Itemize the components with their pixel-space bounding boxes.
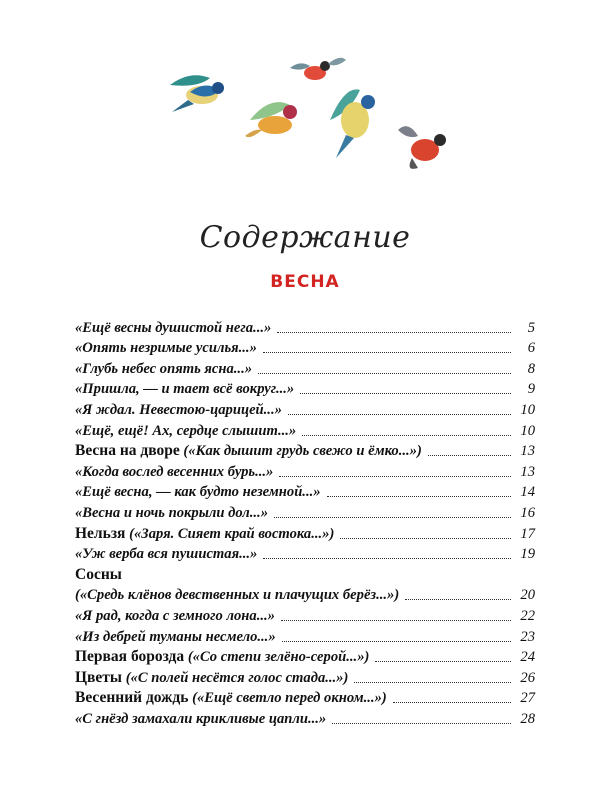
toc-entry-subtitle: «Когда вослед весенних бурь...»	[75, 463, 274, 480]
toc-leader-dots	[405, 599, 511, 600]
bird-icon	[170, 75, 224, 112]
toc-entry[interactable]	[75, 687, 535, 708]
toc-entry[interactable]	[75, 522, 535, 543]
toc-page-number: 19	[520, 546, 535, 563]
toc-leader-dots	[277, 332, 511, 333]
toc-page-number: 22	[520, 607, 535, 624]
toc-entry-subtitle: («Со степи зелёно-серой...»)	[187, 649, 370, 666]
toc-leader-dots	[327, 496, 511, 497]
toc-page-number: 14	[520, 484, 535, 501]
toc-page-number: 23	[520, 628, 535, 645]
toc-page-number: 28	[520, 710, 535, 727]
toc-entry[interactable]	[75, 398, 535, 419]
toc-entry[interactable]	[75, 666, 535, 687]
section-heading: ВЕСНА	[270, 272, 340, 292]
toc-page-number: 17	[520, 525, 535, 542]
toc-entry[interactable]	[75, 604, 535, 625]
toc-entry-heading: Весна на дворе	[75, 442, 180, 460]
toc-entry-subtitle: «Глубь небес опять ясна...»	[75, 360, 253, 377]
toc-entry-subtitle: («Средь клёнов девственных и плачущих берёз...»)	[75, 587, 400, 604]
toc-leader-dots	[281, 620, 511, 621]
toc-leader-dots	[258, 373, 511, 374]
flying-birds-illustration	[150, 40, 460, 200]
toc-page-number: 10	[520, 401, 535, 418]
toc-entry-heading: Нельзя	[75, 524, 126, 542]
toc-page-number: 10	[520, 422, 535, 439]
toc-entry-subtitle: «Ещё весны душистой нега...»	[75, 319, 272, 336]
toc-entry[interactable]	[75, 543, 535, 564]
toc-leader-dots	[340, 538, 511, 539]
bird-icon	[330, 89, 375, 158]
toc-entry-subtitle: («Как дышит грудь свежо и ёмко...»)	[183, 443, 422, 460]
bird-icon	[245, 102, 297, 137]
toc-entry[interactable]	[75, 481, 535, 502]
toc-list	[75, 316, 535, 728]
toc-entry-subtitle: («С полей несётся голос стада...»)	[125, 669, 349, 686]
toc-page-number: 24	[520, 649, 535, 666]
toc-leader-dots	[375, 661, 511, 662]
toc-entry[interactable]	[75, 378, 535, 399]
toc-page-number: 13	[520, 463, 535, 480]
toc-entry-subtitle: «Ещё, ещё! Ах, сердце слышит...»	[75, 422, 297, 439]
toc-entry-subtitle: («Заря. Сияет край востока...»)	[129, 525, 335, 542]
toc-leader-dots	[274, 517, 511, 518]
page-title: Содержание	[199, 220, 411, 255]
toc-entry-subtitle: «Ещё весна, — как будто неземной...»	[75, 484, 321, 501]
toc-leader-dots	[288, 414, 511, 415]
toc-entry[interactable]	[75, 625, 535, 646]
toc-entry[interactable]	[75, 584, 535, 605]
toc-entry[interactable]	[75, 419, 535, 440]
toc-page-number: 27	[520, 690, 535, 707]
toc-leader-dots	[393, 702, 511, 703]
toc-entry[interactable]	[75, 563, 535, 584]
toc-entry-subtitle: «Я ждал. Невестою-царицей...»	[75, 401, 282, 418]
toc-entry-subtitle: «Весна и ночь покрыли дол...»	[75, 504, 268, 521]
toc-leader-dots	[263, 352, 511, 353]
toc-entry-subtitle: «Опять незримые усилья...»	[75, 340, 257, 357]
toc-entry[interactable]	[75, 316, 535, 337]
toc-page-number: 8	[527, 360, 535, 377]
toc-leader-dots	[300, 393, 511, 394]
toc-entry[interactable]	[75, 501, 535, 522]
toc-entry[interactable]	[75, 337, 535, 358]
toc-leader-dots	[302, 435, 511, 436]
toc-entry[interactable]	[75, 357, 535, 378]
toc-entry[interactable]	[75, 440, 535, 461]
toc-entry[interactable]	[75, 460, 535, 481]
toc-entry-heading: Сосны	[75, 565, 122, 583]
toc-leader-dots	[282, 641, 511, 642]
toc-leader-dots	[354, 682, 511, 683]
toc-entry-heading: Весенний дождь	[75, 689, 189, 707]
toc-page-number: 26	[520, 669, 535, 686]
toc-entry-subtitle: («Ещё светло перед окном...»)	[192, 690, 387, 707]
toc-entry[interactable]	[75, 707, 535, 728]
toc-page-number: 20	[520, 587, 535, 604]
toc-page-number: 5	[527, 319, 535, 336]
toc-leader-dots	[263, 558, 511, 559]
toc-leader-dots	[332, 723, 511, 724]
toc-entry-heading: Цветы	[75, 668, 123, 686]
toc-entry-subtitle: «Я рад, когда с земного лона...»	[75, 607, 275, 624]
bird-icon	[398, 126, 446, 169]
toc-page-number: 16	[520, 504, 535, 521]
toc-page-number: 6	[527, 340, 535, 357]
toc-leader-dots	[428, 455, 511, 456]
toc-entry-subtitle: «С гнёзд замахали крикливые цапли...»	[75, 710, 327, 727]
toc-entry-subtitle: «Из дебрей туманы несмело...»	[75, 628, 276, 645]
toc-entry-heading: Первая борозда	[75, 648, 185, 666]
toc-entry[interactable]	[75, 646, 535, 667]
toc-entry-subtitle: «Пришла, — и тает всё вокруг...»	[75, 381, 295, 398]
toc-leader-dots	[279, 476, 511, 477]
toc-page-number: 9	[527, 381, 535, 398]
toc-page-number: 13	[520, 443, 535, 460]
bird-icon	[290, 58, 346, 80]
toc-entry-subtitle: «Уж верба вся пушистая...»	[75, 546, 258, 563]
